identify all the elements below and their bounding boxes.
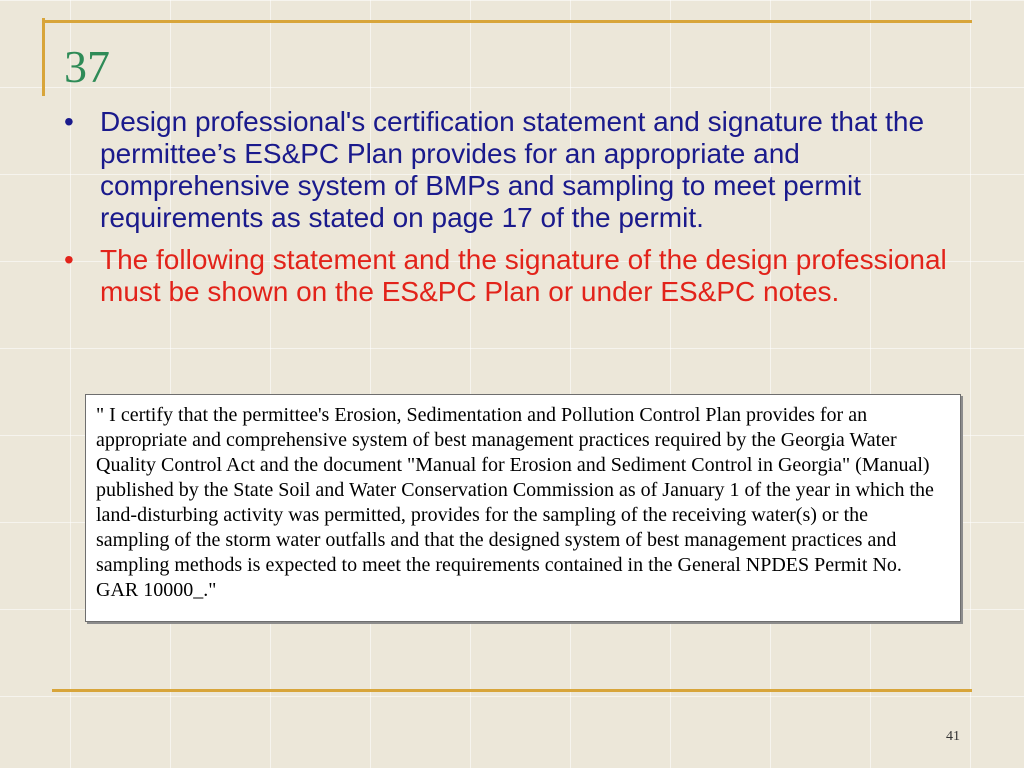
- certification-quote-text: " I certify that the permittee's Erosion, Sedimentation and Pollution Control Plan provides for an appropriate and comprehensive system of best management practices required by the Georgia Water Quality Control Act and the document "Manual for Erosion and Sediment Control in Georgia" (Manual) published by the State Soil and Water Conservation Commission as of January 1 of the year in which the land-disturbing activity was permitted, provides for the sampling of the receiving water(s) or the sampling of the storm water outfalls and that the designed system of best management practices and sampling methods is expected to meet the requirements contained in the General NPDES Permit No. GAR 10000_.": [96, 404, 934, 601]
- slide-number: 41: [946, 729, 960, 744]
- decorative-top-rule: [42, 20, 972, 23]
- decorative-bottom-rule: [52, 689, 972, 692]
- bullet-item-statement: [60, 244, 970, 308]
- bullet-dot: •: [64, 106, 74, 137]
- certification-quote-box: [85, 394, 961, 622]
- bullet-text: The following statement and the signature of the design professional must be shown on the ES&PC Plan or under ES&PC notes.: [100, 244, 947, 307]
- bullet-dot: •: [64, 244, 74, 275]
- decorative-vertical-rule: [42, 18, 45, 96]
- slide-title: 37: [64, 41, 110, 92]
- bullet-list: [60, 106, 970, 318]
- bullet-item-certification: [60, 106, 970, 234]
- bullet-text: Design professional's certification statement and signature that the permittee’s ES&PC Plan provides for an appropriate and comprehensive system of BMPs and sampling to meet permit requirements as stated on page 17 of the permit.: [100, 106, 925, 233]
